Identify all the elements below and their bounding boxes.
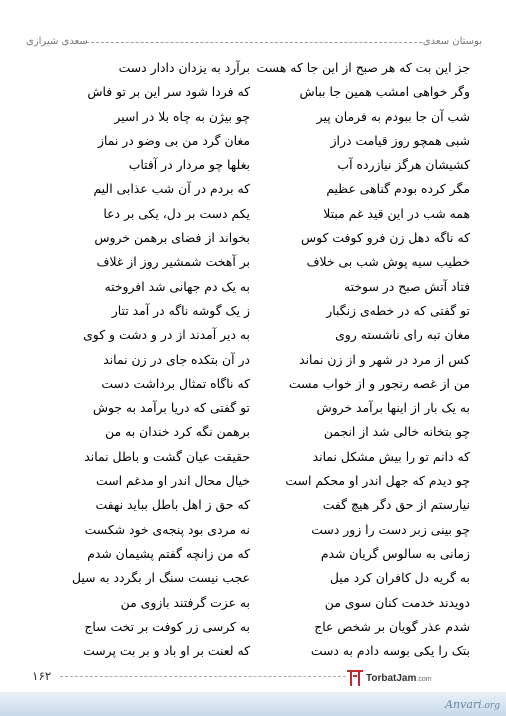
second-hemistich: که حق ز اهل باطل بباید نهفت — [95, 497, 250, 513]
watermark-ext: .org — [481, 701, 500, 711]
second-hemistich: بغلها چو مردار در آفتاب — [128, 157, 250, 173]
verse-row — [40, 497, 470, 521]
watermark — [445, 698, 500, 711]
second-hemistich: بر آهخت شمشیر روز از غلاف — [96, 254, 250, 270]
first-hemistich: مغان تبه رای ناشسته روی — [335, 327, 470, 343]
verse-row — [40, 400, 470, 424]
logo-domain: .com — [416, 676, 432, 683]
verse-row — [40, 254, 470, 278]
first-hemistich: دویدند خدمت کنان سوی من — [324, 594, 470, 610]
first-hemistich: که دانم تو را بیش مشکل نماند — [312, 448, 470, 464]
first-hemistich: به گریه دل کافران کرد میل — [329, 570, 470, 586]
second-hemistich: که لعنت بر او باد و بر بت پرست — [83, 643, 250, 659]
second-hemistich: چو بیژن به چاه بلا در اسیر — [114, 108, 250, 124]
torbatjam-logo — [346, 668, 446, 688]
first-hemistich: چو بینی زبر دست را زور دست — [311, 521, 470, 537]
second-hemistich: عجب نیست سنگ ار بگردد به سیل — [72, 570, 250, 586]
verse-row — [40, 206, 470, 230]
torbatjam-logo-icon — [346, 668, 364, 688]
second-hemistich: که من زانچه گفتم پشیمان شدم — [87, 545, 250, 561]
logo-text — [366, 673, 432, 684]
first-hemistich: شبی همچو روز قیامت دراز — [330, 132, 470, 148]
first-hemistich: فتاد آتش صبح در سوخته — [344, 278, 470, 294]
second-hemistich: که بردم در آن شب عذابی الیم — [93, 181, 250, 197]
verse-row — [40, 279, 470, 303]
first-hemistich: چو بتخانه خالی شد از انجمن — [323, 424, 470, 440]
verse-row — [40, 157, 470, 181]
verse-row — [40, 303, 470, 327]
second-hemistich: به عزت گرفتند بازوی من — [120, 594, 250, 610]
second-hemistich: به دیر آمدند از در و دشت و کوی — [83, 327, 250, 343]
second-hemistich: بخواند از فضای برهمن خروس — [94, 230, 250, 246]
verse-row — [40, 230, 470, 254]
page-header — [26, 36, 482, 50]
second-hemistich: برهمن نگه کرد خندان به من — [105, 424, 250, 440]
header-divider — [86, 42, 422, 43]
verse-row — [40, 424, 470, 448]
first-hemistich: چو دیدم که جهل اندر او محکم است — [285, 473, 470, 489]
page-footer — [0, 664, 506, 690]
second-hemistich: نه مردی بود پنجه‌ی خود شکست — [84, 521, 250, 537]
verse-row — [40, 473, 470, 497]
page-number: ۱۶۲ — [32, 669, 52, 683]
first-hemistich: وگر خواهی امشب همین جا بباش — [299, 84, 470, 100]
second-hemistich: ز یک گوشه ناگه در آمد تتار — [111, 302, 250, 318]
verse-row — [40, 327, 470, 351]
first-hemistich: خطیب سیه پوش شب بی خلاف — [306, 254, 470, 270]
first-hemistich: تو گفتی که در خطه‌ی زنگبار — [326, 302, 470, 318]
verse-row — [40, 570, 470, 594]
second-hemistich: به کرسی زر کوفت بر تخت ساج — [84, 618, 250, 634]
verse-row — [40, 133, 470, 157]
verse-row — [40, 449, 470, 473]
first-hemistich: همه شب در این قید غم مبتلا — [323, 205, 470, 221]
first-hemistich: زمانی به سالوس گریان شدم — [320, 545, 470, 561]
verse-row — [40, 619, 470, 643]
first-hemistich: که ناگه دهل زن فرو کوفت کوس — [300, 230, 470, 246]
second-hemistich: که ناگاه تمثال برداشت دست — [101, 375, 250, 391]
first-hemistich: من از غصه رنجور و از خواب مست — [288, 375, 470, 391]
second-hemistich: به یک دم جهانی شد افروخته — [104, 278, 250, 294]
verse-row — [40, 595, 470, 619]
first-hemistich: کشیشان هرگز نیازرده آب — [337, 157, 470, 173]
second-hemistich: تو گفتی که دریا برآمد به جوش — [92, 400, 250, 416]
first-hemistich: شب آن جا ببودم به فرمان پیر — [316, 108, 470, 124]
logo-name: TorbatJam — [366, 673, 417, 684]
first-hemistich: شدم عذر گویان بر شخص عاج — [314, 618, 470, 634]
second-hemistich: خیال محال اندر او مدغم است — [96, 473, 250, 489]
first-hemistich: مگر کرده بودم گناهی عظیم — [326, 181, 470, 197]
verse-row — [40, 546, 470, 570]
second-hemistich: مغان گرد من بی وضو در نماز — [98, 132, 250, 148]
book-title: بوستان سعدی — [422, 36, 482, 47]
verse-row — [40, 109, 470, 133]
author-name: سعدی شیرازی — [26, 36, 88, 47]
watermark-bar — [0, 692, 506, 716]
first-hemistich: جز این بت که هر صبح از این جا که هست — [256, 60, 470, 75]
verse-row — [40, 60, 470, 84]
verse-row — [40, 376, 470, 400]
second-hemistich: یکم دست بر دل، یکی بر دعا — [103, 205, 250, 221]
watermark-name: Anvari — [445, 698, 482, 711]
footer-divider — [60, 676, 346, 677]
second-hemistich: برآرد به یزدان دادار دست — [118, 60, 250, 75]
verse-row — [40, 84, 470, 108]
verse-row — [40, 522, 470, 546]
first-hemistich: کس از مرد در شهر و از زن نماند — [299, 351, 470, 367]
first-hemistich: نیارستم از حق دگر هیچ گفت — [322, 497, 470, 513]
first-hemistich: به یک بار از اینها برآمد خروش — [316, 400, 470, 416]
second-hemistich: در آن بتکده جای در زن نماند — [103, 351, 250, 367]
second-hemistich: حقیقت عیان گشت و باطل نماند — [84, 448, 250, 464]
second-hemistich: که فردا شود سر این بر تو فاش — [87, 84, 250, 100]
poem-body — [40, 60, 470, 667]
verse-row — [40, 181, 470, 205]
verse-row — [40, 352, 470, 376]
first-hemistich: بتک را یکی بوسه دادم به دست — [310, 643, 470, 659]
